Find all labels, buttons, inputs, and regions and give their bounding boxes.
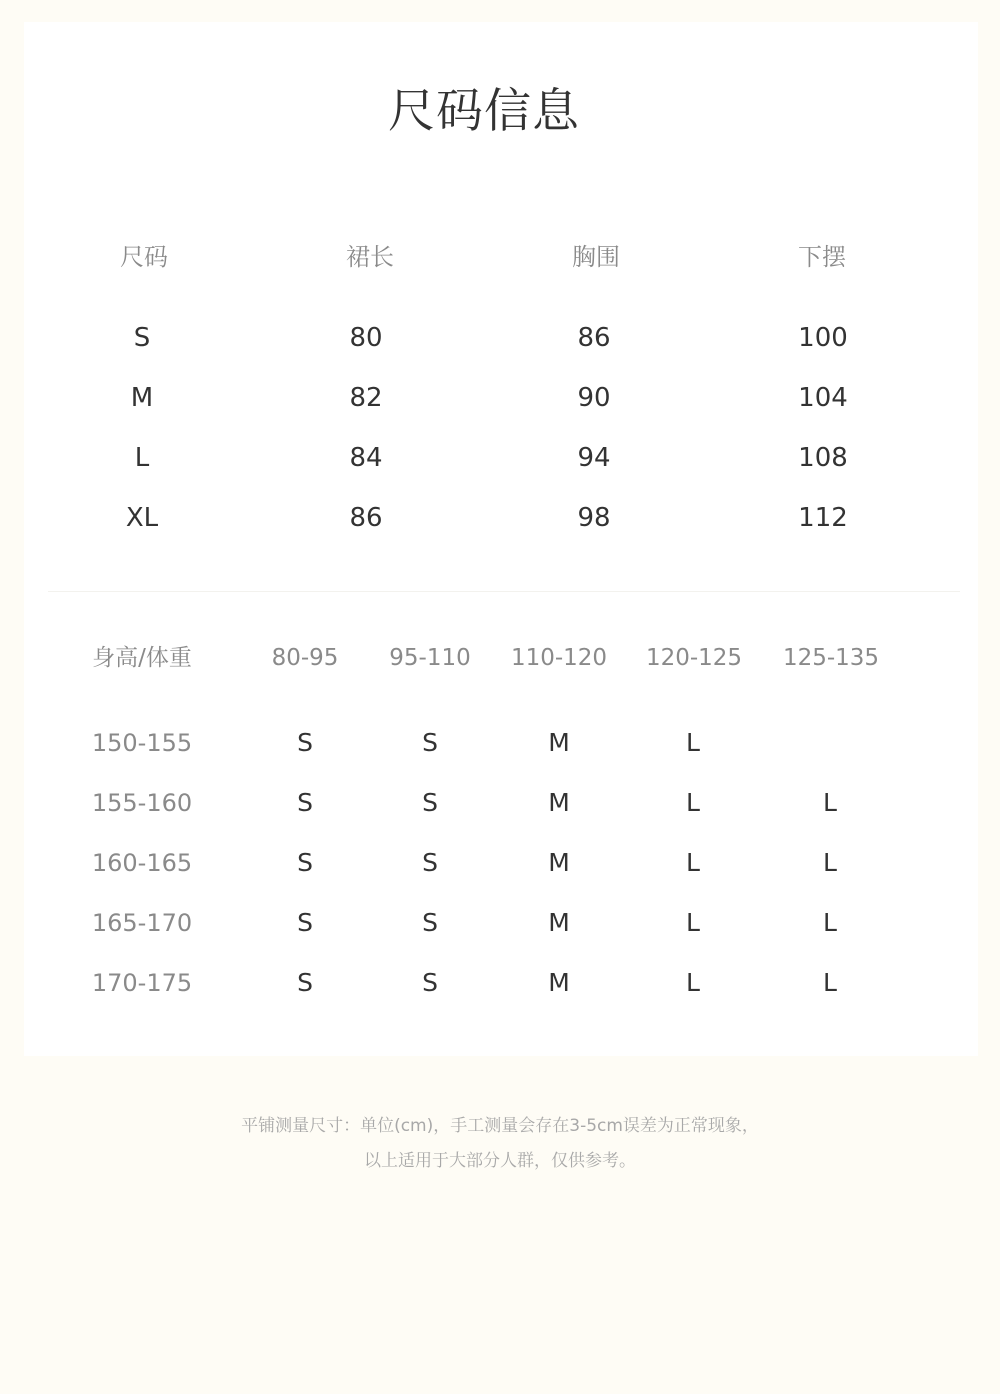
recommend-table-cell: L — [823, 788, 837, 817]
size-table-cell: XL — [125, 503, 159, 533]
recommend-table-cell: L — [823, 848, 837, 877]
recommend-table-header: 110-120 — [510, 645, 608, 671]
size-info-card — [24, 22, 978, 1056]
recommend-table-cell: M — [548, 728, 570, 757]
recommend-table-cell: S — [422, 968, 438, 997]
size-table-cell: 112 — [798, 503, 848, 533]
measurement-note: 以上适用于大部分人群，仅供参考。 — [364, 1151, 636, 1171]
recommend-table-header: 80-95 — [271, 645, 339, 671]
size-table-cell: 84 — [349, 443, 383, 473]
recommend-table-cell: L — [686, 968, 700, 997]
size-table-cell: M — [130, 383, 154, 413]
size-table-cell: 86 — [577, 323, 611, 353]
size-table-header: 胸围 — [572, 243, 620, 271]
recommend-table-cell: S — [422, 728, 438, 757]
recommend-table-cell: S — [297, 908, 313, 937]
size-table-cell: 94 — [577, 443, 611, 473]
recommend-table-cell: M — [548, 968, 570, 997]
size-table-cell: 90 — [577, 383, 611, 413]
size-table-cell: 82 — [349, 383, 383, 413]
recommend-table-cell: L — [686, 728, 700, 757]
recommend-table-cell: S — [422, 788, 438, 817]
recommend-table-cell: S — [297, 848, 313, 877]
recommend-table-header: 125-135 — [782, 645, 880, 671]
section-divider — [48, 591, 960, 592]
recommend-table-header: 95-110 — [389, 645, 471, 671]
recommend-table-cell: M — [548, 848, 570, 877]
recommend-table-cell: L — [686, 788, 700, 817]
size-table-cell: 108 — [798, 443, 848, 473]
recommend-table-cell: L — [686, 908, 700, 937]
measurement-note: 平铺测量尺寸：单位(cm)，手工测量会存在3-5cm误差为正常现象， — [241, 1116, 759, 1136]
recommend-row-label: 160-165 — [91, 849, 193, 877]
recommend-table-cell: L — [823, 968, 837, 997]
recommend-table-cell: S — [297, 788, 313, 817]
size-table-cell: 86 — [349, 503, 383, 533]
size-table-cell: 80 — [349, 323, 383, 353]
size-table-cell: S — [133, 323, 151, 353]
recommend-table-header: 120-125 — [645, 645, 743, 671]
size-table-cell: L — [134, 443, 150, 473]
recommend-row-label: 170-175 — [91, 969, 193, 997]
size-table-cell: 100 — [798, 323, 848, 353]
recommend-table-cell: L — [823, 908, 837, 937]
size-table-header: 下摆 — [798, 243, 846, 271]
recommend-table-cell: S — [422, 848, 438, 877]
page-title: 尺码信息 — [388, 84, 580, 139]
recommend-table-cell: L — [686, 848, 700, 877]
recommend-table-cell: M — [548, 908, 570, 937]
recommend-row-label: 150-155 — [91, 729, 193, 757]
size-table-cell: 104 — [798, 383, 848, 413]
recommend-row-label: 155-160 — [91, 789, 193, 817]
recommend-table-cell: S — [297, 968, 313, 997]
recommend-table-cell: S — [422, 908, 438, 937]
size-table-cell: 98 — [577, 503, 611, 533]
recommend-row-label: 165-170 — [91, 909, 193, 937]
size-table-header: 裙长 — [346, 243, 394, 271]
recommend-table-cell: S — [297, 728, 313, 757]
recommend-table-header: 身高/体重 — [92, 645, 192, 671]
size-table-header: 尺码 — [120, 243, 168, 271]
recommend-table-cell: M — [548, 788, 570, 817]
